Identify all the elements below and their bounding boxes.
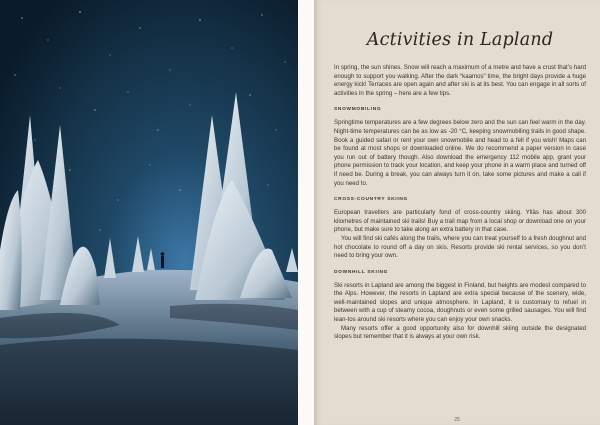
section-heading-snowmobiling: SNOWMOBILING — [334, 107, 382, 113]
cross-country-paragraph-1: European travellers are particularly fond of cross-country skiing. Ylläs has about 300 kilometres of maintained ski trails! Buy a trail map from a local shop or download one on your phone, but make sure to take along an extra battery in that case. — [334, 209, 586, 234]
night-snow-photo — [0, 0, 298, 425]
downhill-paragraph-2: Many resorts offer a good opportunity also for downhill skiing outside the designated slopes but remember that it is always at your own risk. — [334, 324, 586, 341]
page-gutter — [298, 0, 314, 425]
snowmobiling-paragraph: Springtime temperatures are a few degrees below zero and the sun can feel warm in the day. Night-time temperatures can be as low as -20 °C, keeping snowmobiling trails in good shape. Book a guided safari or rent your own snowmobile and head to a fell if you wish! Maps can be found at most shops or downloaded online. We do recommend a paper version in case you run out of battery though. Also download the emergency 112 mobile app, grant your phone permission to track your location, and keep your phone in a warm place and turned off if need be. During a break, you can always turn it on, take some pictures and make a call if you need to. — [334, 119, 586, 187]
intro-paragraph: In spring, the sun shines. Snow will reach a maximum of a metre and have a crust that’s hard enough to support you walking. After the dark “kaamos” time, the bright days provide a huge energy kick! Terraces are open again and after ski is at its best. You can engage in all sorts of activities in the spring – here are a few tips. — [334, 64, 586, 97]
page-number: 25 — [454, 417, 460, 423]
section-heading-downhill-skiing: DOWNHILL SKIING — [334, 269, 389, 275]
text-page — [314, 0, 600, 425]
cross-country-paragraph-2: You will find ski cafés along the trails, where you can treat yourself to a fresh doughnut and hot chocolate to round off a day on skis. Resorts provide ski rental services, so you don’t need to bring your own. — [334, 234, 586, 260]
section-heading-cross-country-skiing: CROSS-COUNTRY SKIING — [334, 197, 408, 203]
page-content — [334, 30, 586, 342]
page-title: Activities in Lapland — [366, 30, 554, 50]
downhill-paragraph-1: Ski resorts in Lapland are among the biggest in Finland, but heights are modest compared to the Alps. However, the resorts in Lapland are extra special because of the scenery, wide, well-maintained slopes and unique atmosphere. In Lapland, it is customary to refuel in between with a cup of steamy cocoa, doughnuts or even some grilled sausages. You will find lean-tos around ski resorts where you can enjoy your own snacks. — [334, 281, 586, 324]
